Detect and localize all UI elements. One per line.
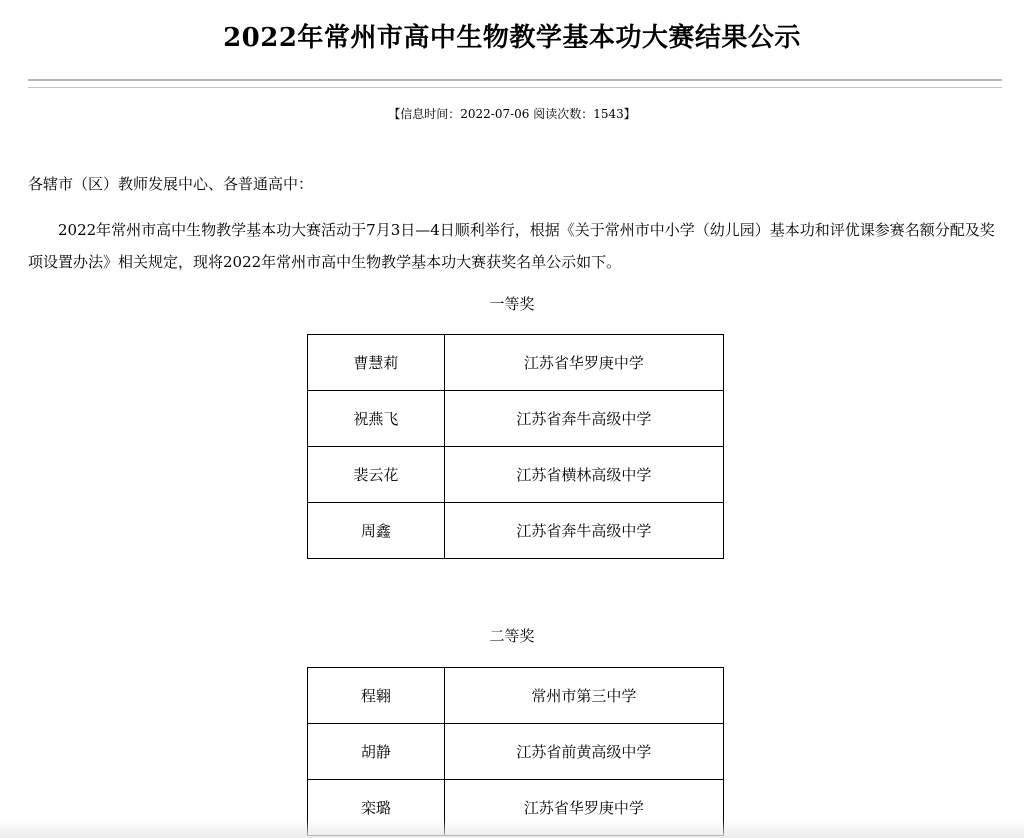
winner-school: 江苏省奔牛高级中学 [444,391,723,447]
page-title: 2022年常州市高中生物教学基本功大赛结果公示 [223,23,801,53]
first-prize-heading: 一等奖 [489,295,535,313]
winner-school: 江苏省华罗庚中学 [444,335,723,391]
article-meta: 【信息时间：2022-07-06 阅读次数：1543】 [388,107,636,121]
table-row [308,335,724,391]
winner-school: 江苏省横林高级中学 [444,447,723,503]
winner-school: 江苏省华罗庚中学 [444,780,723,836]
winner-school: 常州市第三中学 [444,668,723,724]
table-row [308,724,724,780]
winner-school: 江苏省前黄高级中学 [444,724,723,780]
title-divider-bottom [28,87,1002,88]
winner-name: 曹慧莉 [308,335,445,391]
salutation: 各辖市（区）教师发展中心、各普通高中： [28,175,314,193]
table-row [308,391,724,447]
winner-name: 祝燕飞 [308,391,445,447]
second-prize-table [307,667,724,836]
winner-name: 栾璐 [308,780,445,836]
bottom-fade [0,820,1024,838]
second-prize-heading: 二等奖 [489,627,535,645]
winner-name: 程翱 [308,668,445,724]
table-row [308,447,724,503]
winner-school: 江苏省奔牛高级中学 [444,503,723,559]
winner-name: 周鑫 [308,503,445,559]
first-prize-table [307,334,724,559]
body-paragraph: 2022年常州市高中生物教学基本功大赛活动于7月3日—4日顺利举行，根据《关于常州市中小学（幼儿园）基本功和评优课参赛名额分配及奖项设置办法》相关规定，现将2022年常州市高中生物教学基本功大赛获奖名单公示如下。 [28,221,995,271]
winner-name: 胡静 [308,724,445,780]
table-row [308,503,724,559]
table-row [308,668,724,724]
winner-name: 裴云花 [308,447,445,503]
title-divider-top [28,79,1002,81]
